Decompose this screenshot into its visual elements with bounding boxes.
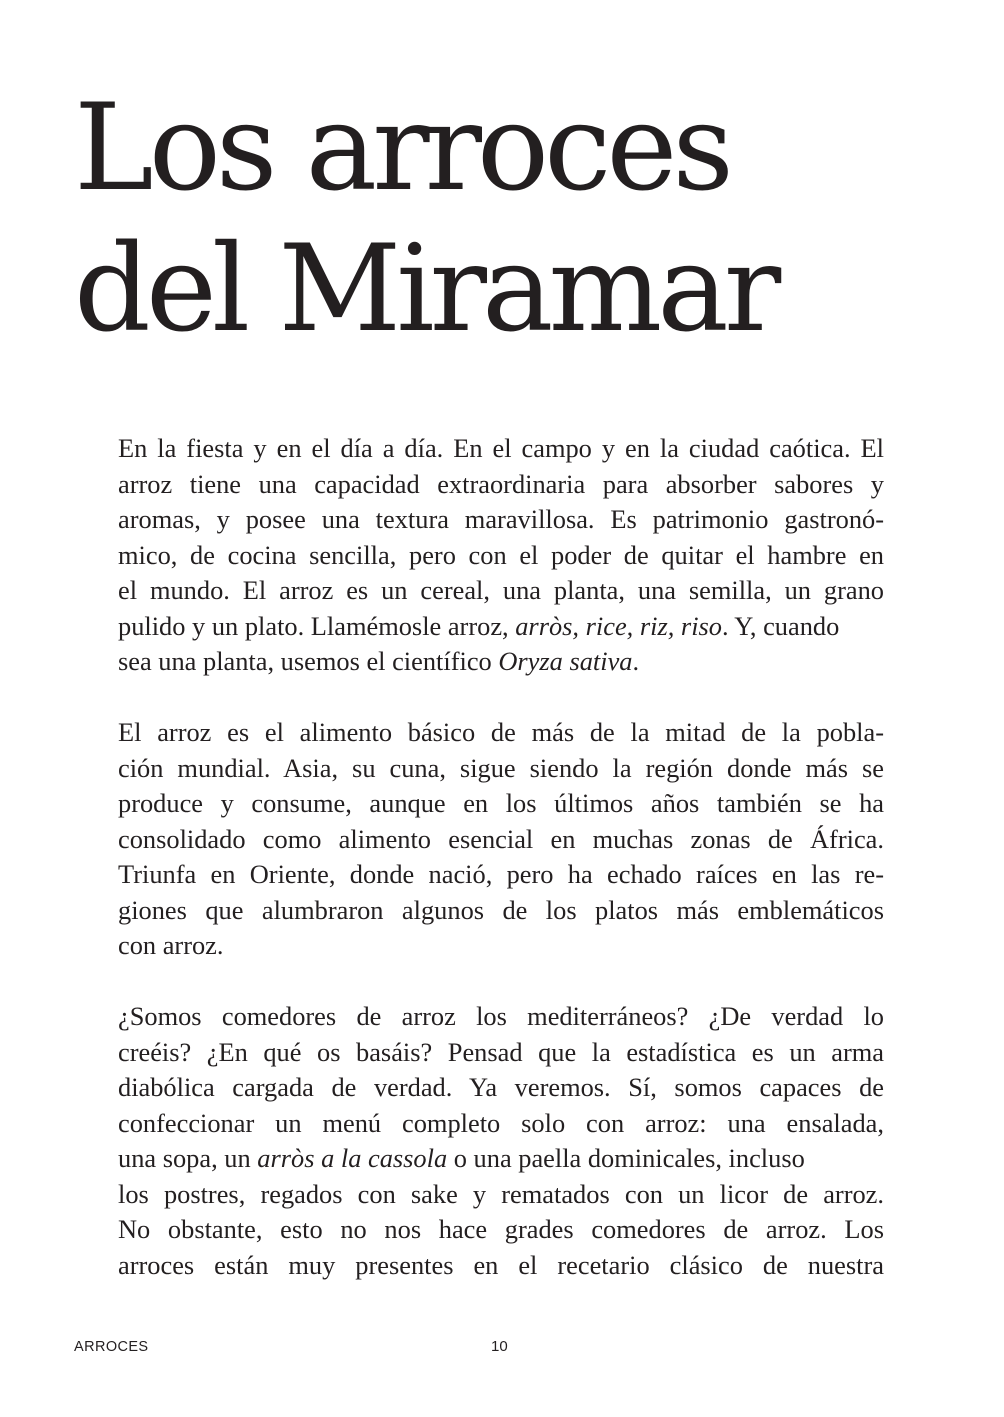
text-run: los postres, regados con sake y rematados con un licor de arroz. [118,1178,884,1209]
text-run: mico, de cocina sencilla, pero con el poder de quitar el hambre en [118,539,884,570]
text-line [118,1248,884,1284]
italic-term: arròs, rice, riz, riso [515,610,722,641]
text-line [118,1177,884,1213]
text-run: En la fiesta y en el día a día. En el campo y en la ciudad caótica. El [118,433,884,463]
text-run: creéis? ¿En qué os basáis? Pensad que la estadística es un arma [118,1036,884,1067]
text-run: arroz tiene una capacidad extraordinaria para absorber sabores y [118,468,884,499]
text-line [118,467,884,503]
running-footer-section: ARROCES [74,1339,149,1355]
text-run: . [632,646,640,676]
text-run: aromas, y posee una textura maravillosa. Es patrimonio gastronó- [118,504,884,534]
text-run: pulido y un plato. Llamémosle arroz, [118,610,516,641]
text-line [118,431,884,467]
text-line [118,573,884,609]
text-line [118,822,884,858]
text-run: arroces están muy presentes en el recetario clásico de nuestra [118,1249,884,1280]
text-line [118,893,884,929]
text-run: ¿Somos comedores de arroz los mediterráneos? ¿De verdad lo [118,1001,884,1031]
title-line-1: Los arroces [74,79,729,218]
page-number: 10 [491,1338,508,1355]
text-run: el mundo. El arroz es un cereal, una planta, una semilla, un grano [118,575,884,605]
paragraph-1 [118,431,884,680]
paragraph-2 [118,715,884,964]
text-line [118,786,884,822]
text-line [118,1141,884,1177]
text-line [118,1212,884,1248]
text-run: . Y, cuando [722,610,840,641]
text-run: ción mundial. Asia, su cuna, sigue siendo la región donde más se [118,752,884,783]
text-run: confeccionar un menú completo solo con arroz: una ensalada, [118,1107,884,1138]
text-line [118,857,884,893]
body-text [118,431,884,1319]
text-line [118,502,884,538]
text-run: consolidado como alimento esencial en muchas zonas de África. [118,823,884,854]
text-line [118,609,884,645]
text-run: diabólica cargada de verdad. Ya veremos. Sí, somos capaces de [118,1072,884,1102]
paragraph-3 [118,999,884,1283]
text-line [118,1070,884,1106]
text-run: o una paella dominicales, incluso [447,1143,805,1173]
text-run: con arroz. [118,930,224,960]
text-run: No obstante, esto no nos hace grades comedores de arroz. Los [118,1214,884,1244]
text-line [118,1106,884,1142]
text-line [118,538,884,574]
italic-term: Oryza sativa [498,646,633,676]
text-line [118,1035,884,1071]
text-line [118,715,884,751]
text-run: produce y consume, aunque en los últimos años también se ha [118,788,884,818]
text-run: sea una planta, usemos el científico [118,646,499,676]
page-title [74,78,954,360]
title-line-2: del Miramar [74,220,777,359]
text-line [118,644,884,680]
text-run: una sopa, un [118,1143,258,1173]
text-line [118,751,884,787]
italic-term: arròs a la cassola [257,1143,448,1173]
text-run: Triunfa en Oriente, donde nació, pero ha echado raíces en las re- [118,859,884,889]
text-line [118,928,884,964]
text-line [118,999,884,1035]
text-run: giones que alumbraron algunos de los platos más emblemáticos [118,894,884,925]
text-run: El arroz es el alimento básico de más de la mitad de la pobla- [118,717,884,747]
